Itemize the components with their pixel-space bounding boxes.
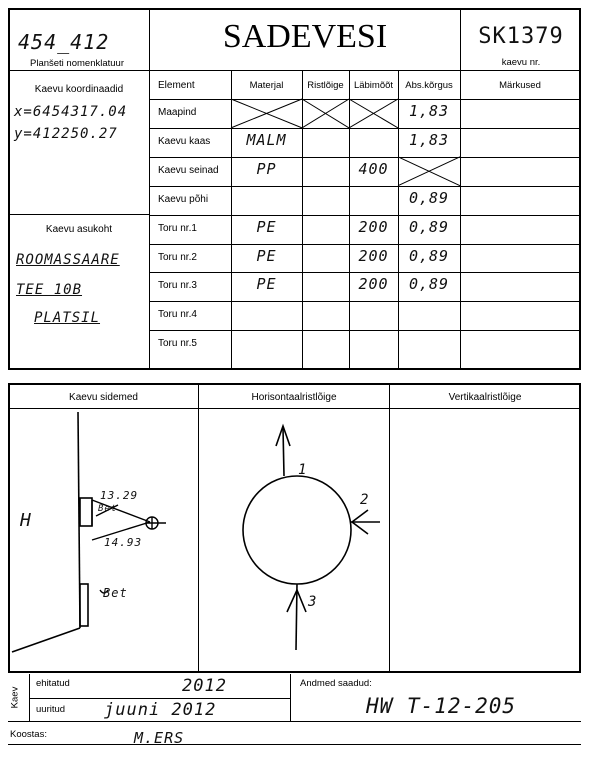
koostas-label: Koostas: (10, 729, 47, 740)
koostas-underline (8, 744, 581, 745)
table-cell-abs: 1,83 (408, 130, 450, 149)
footer-mid-divider (29, 698, 291, 699)
header-labimoot: Läbimõõt (353, 80, 394, 91)
table-cell-labimoot: 200 (358, 246, 389, 265)
table-cell-labimoot: 200 (358, 275, 389, 294)
table-cell-abs: 1,83 (408, 102, 450, 120)
location-label: Kaevu asukoht (45, 224, 113, 235)
row-label: Toru nr.4 (158, 309, 197, 321)
table-cell-materjal: PE (256, 275, 277, 294)
page-title: SADEVESI (222, 18, 388, 55)
location-line3: PLATSIL (34, 310, 101, 326)
nomenklatuur-label: Planšeti nomenklatuur (30, 58, 124, 69)
header-abs-korgus: Abs.kõrgus (405, 80, 453, 91)
row-label: Toru nr.1 (158, 222, 197, 234)
header-element: Element (158, 80, 195, 91)
table-cell-materjal: MALM (246, 130, 287, 149)
pipe-3-label: 3 (308, 594, 318, 610)
well-circle-icon (243, 476, 351, 584)
row-label: Toru nr.3 (158, 280, 197, 292)
tie-tag-1: Bet (98, 504, 118, 514)
header-markused: Märkused (499, 80, 541, 91)
table-cell-materjal: PE (256, 246, 277, 265)
row-label: Toru nr.2 (158, 251, 197, 263)
kaevu-sidemed-header: Kaevu sidemed (69, 392, 138, 403)
table-cell-labimoot: 200 (358, 217, 389, 236)
tie-tag-2: Bet (103, 586, 128, 600)
building-h-label: H (20, 510, 32, 531)
table-cell-abs: 0,89 (408, 188, 450, 207)
location-line1: ROOMASSAARE (16, 252, 120, 268)
tie-distance-2: 14.93 (104, 536, 143, 549)
table-cell-labimoot: 400 (358, 159, 389, 178)
row-label: Maapind (158, 107, 197, 118)
table-cell-abs: 0,89 (408, 275, 450, 294)
coord-x: x=6454317.04 (14, 104, 128, 120)
coord-y: y=412250.27 (14, 126, 118, 142)
andmed-label: Andmed saadud: (300, 678, 372, 689)
row-label: Toru nr.5 (158, 338, 197, 350)
row-label: Kaevu põhi (158, 193, 209, 205)
footer-bottom-line (8, 721, 581, 722)
vertikaal-header: Vertikaalristlõige (448, 392, 522, 403)
location-line2: TEE 10B (16, 282, 83, 298)
kaev-side-label: Kaev (9, 686, 21, 709)
pipe-1-label: 1 (298, 462, 308, 478)
uuritud-value: juuni 2012 (104, 700, 217, 720)
horisontaal-header: Horisontaalristlõige (251, 392, 337, 403)
koostas-value: M.ERS (134, 729, 185, 747)
table-cell-materjal: PP (256, 159, 277, 178)
well-cross-section (243, 426, 380, 650)
uuritud-label: uuritud (36, 704, 66, 715)
tie-distance-1: 13.29 (100, 489, 139, 502)
header-ristloige: Ristlõige (307, 80, 344, 91)
row-label: Kaevu seinad (158, 164, 219, 176)
table-cell-abs: 0,89 (408, 217, 450, 236)
pipe-2-label: 2 (360, 492, 370, 508)
building-wall (12, 412, 92, 652)
header-materjal: Materjal (249, 80, 284, 91)
andmed-value: HW T-12-205 (366, 694, 517, 718)
kaevu-nr-value: SK1379 (478, 24, 564, 49)
row-label: Kaevu kaas (158, 135, 211, 147)
kaevu-nr-label: kaevu nr. (501, 57, 541, 68)
table-cell-materjal: PE (256, 217, 277, 236)
ehitatud-label: ehitatud (36, 678, 70, 689)
nomenklatuur-value: 454_412 (18, 30, 110, 54)
table-cell-abs: 0,89 (408, 246, 450, 265)
footer-col-divider (290, 674, 291, 721)
ehitatud-value: 2012 (182, 676, 227, 696)
coords-label: Kaevu koordinaadid (34, 84, 124, 95)
